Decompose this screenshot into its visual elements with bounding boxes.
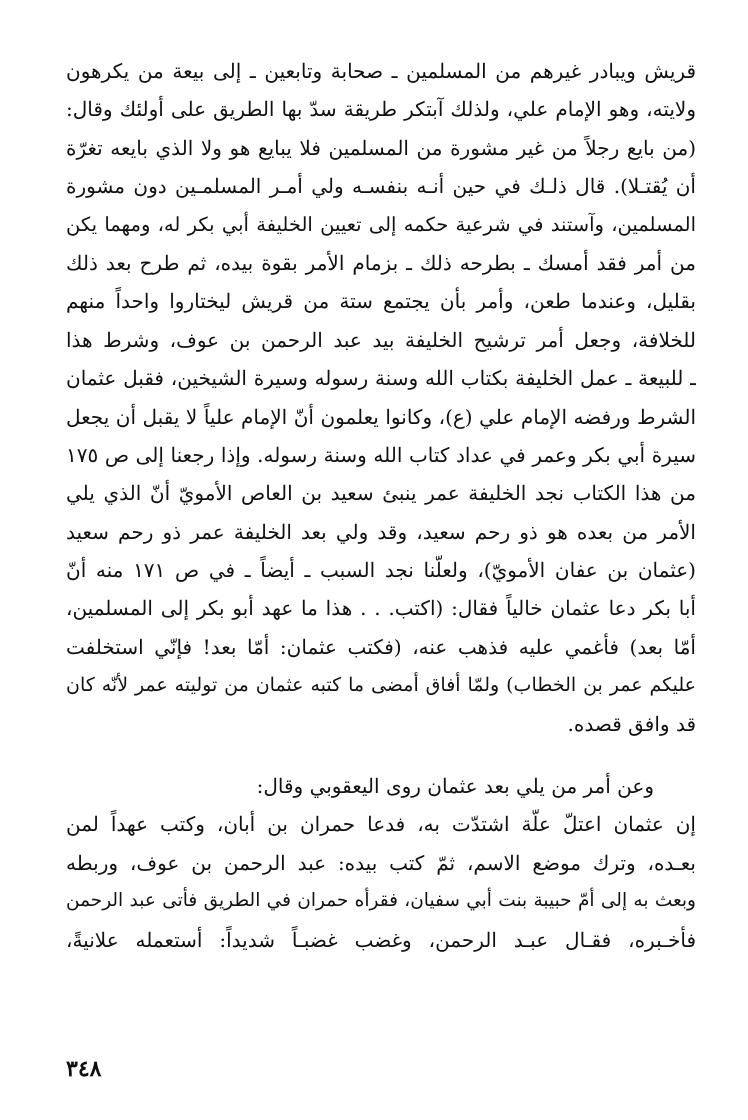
text-line: سيرة أبي بكر وعمر في عداد كتاب الله وسنة رسوله. وإذا رجعنا إلى ص ١٧٥: [66, 442, 696, 467]
text-line: أن يُقتـلا). قال ذلـك في حين أنـه بنفسـه ولي أمـر المسلمـين دون مشورة: [66, 174, 696, 199]
text-line: ولايته، وهو الإمام علي، ولذلك آبتكر طريقة سدّ بها الطريق على أولئك وقال:: [66, 97, 696, 122]
text-line: المسلمين، وآستند في شرعية حكمه إلى تعيين الخليفة أبي بكر له، ومهما يكن: [66, 212, 696, 236]
text-line: وبعث به إلى أمّ حبيبة بنت أبي سفيان، فقرأه حمران في الطريق فأتى عبد الرحمن: [66, 890, 696, 912]
text-line: قد وافق قصده.: [567, 711, 696, 736]
text-line: وعن أمر من يلي بعد عثمان روى اليعقوبي وقال:: [256, 774, 654, 799]
text-line: فأخـبره، فقـال عبـد الرحمن، وغضب غضبـاً شديداً: أستعمله علانيةً،: [66, 927, 696, 952]
paragraph-gap: [66, 743, 696, 767]
text-line: قريش ويبادر غيرهم من المسلمين ـ صحابة وتابعين ـ إلى بيعة من يكرهون: [66, 59, 696, 83]
text-line: من هذا الكتاب نجد الخليفة عمر ينبئ سعيد بن العاص الأمويّ أنّ الذي يلي: [66, 481, 696, 506]
text-line: بقليل، وعندما طعن، وأمر بأن يجتمع ستة من قريش ليختاروا واحداً منهم: [66, 289, 696, 314]
text-line: من أمر فقد أمسك ـ بطرحه ذلك ـ بزمام الأمر بقوة بيده، ثم طرح بعد ذلك: [66, 250, 696, 275]
text-line: ـ للبيعة ـ عمل الخليفة بكتاب الله وسنة رسوله وسيرة الشيخين، فقبل عثمان: [66, 366, 696, 391]
text-line: عليكم عمر بن الخطاب) ولمّا أفاق أمضى ما كتبه عثمان من توليته عمر لأنّه كان: [66, 674, 696, 697]
text-line: بعـده، وترك موضع الاسم، ثمّ كتب بيده: عبد الرحمن بن عوف، وربطه: [66, 850, 696, 875]
paragraph-2: [66, 767, 696, 805]
text-line: (عثمان بن عفان الأمويّ)، ولعلّنا نجد السبب ـ أيضاً ـ في ص ١٧١ منه أنّ: [66, 558, 696, 583]
paragraph-1: [66, 52, 696, 743]
text-line: الشرط ورفضه الإمام علي (ع)، وكانوا يعلمون أنّ الإمام علياً لا يقبل أن يجعل: [66, 404, 696, 429]
text-line: أمّا بعد) فأغمي عليه فذهب عنه، (فكتب عثمان: أمّا بعد! فإنّي استخلفت: [66, 634, 696, 659]
text-line: للخلافة، وجعل أمر ترشيح الخليفة بيد عبد الرحمن بن عوف، وشرط هذا: [66, 327, 696, 352]
text-line: (من بايع رجلاً من غير مشورة من المسلمين فلا يبايع هو ولا الذي بايعه تغرّة: [66, 135, 696, 160]
text-line: الأمر من بعده هو ذو رحم سعيد، وقد ولي بعد الخليفة عمر ذو رحم سعيد: [66, 519, 696, 544]
paragraph-3: [66, 805, 696, 959]
text-line: إن عثمان اعتلّ علّة اشتدّت به، فدعا حمران بن أبان، وكتب عهداً لمن: [66, 812, 696, 837]
page-number: ٣٤٨: [66, 1056, 102, 1082]
body-text: [66, 52, 696, 959]
text-line: أبا بكر دعا عثمان خالياً فقال: (اكتب. . . هذا ما عهد أبو بكر إلى المسلمين،: [66, 596, 696, 621]
